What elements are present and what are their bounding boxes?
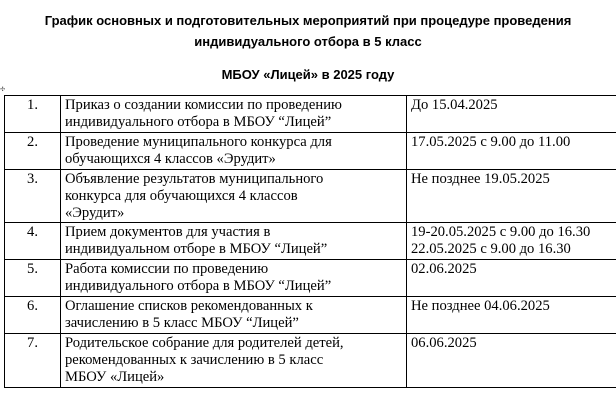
- table-move-handle-icon[interactable]: ✣: [0, 86, 6, 93]
- event-text-line: индивидуального отбора в МБОУ “Лицей”: [65, 114, 332, 130]
- date-text-line: 02.06.2025: [411, 261, 477, 277]
- row-number: 7.: [5, 334, 61, 388]
- date-cell: [407, 223, 616, 260]
- schedule-table: [4, 95, 616, 388]
- table-row: [5, 96, 616, 133]
- date-text-line: До 15.04.2025: [411, 97, 498, 113]
- event-text-line: Оглашение списков рекомендованных к: [65, 298, 313, 314]
- date-text-line: Не позднее 19.05.2025: [411, 171, 550, 187]
- date-cell: [407, 133, 616, 170]
- event-text-line: Работа комиссии по проведению: [65, 261, 269, 277]
- document-title-line-2: индивидуального отбора в 5 класс: [194, 34, 422, 49]
- event-text-line: «Эрудит»: [65, 205, 125, 221]
- event-text-line: Приказ о создании комиссии по проведению: [65, 97, 342, 113]
- table-row: [5, 260, 616, 297]
- event-cell: [61, 96, 407, 133]
- date-text-line: 19-20.05.2025 с 9.00 до 16.30: [411, 224, 591, 240]
- event-text-line: МБОУ «Лицей»: [65, 369, 165, 385]
- document-subtitle: МБОУ «Лицей» в 2025 году: [221, 67, 395, 82]
- table-row: [5, 170, 616, 223]
- date-text-line: 22.05.2025 с 9.00 до 16.30: [411, 241, 571, 257]
- event-text-line: рекомендованных к зачислению в 5 класс: [65, 352, 324, 368]
- event-text-line: индивидуального отбора в МБОУ “Лицей”: [65, 278, 332, 294]
- event-text-line: Объявление результатов муниципального: [65, 171, 324, 187]
- row-number: 5.: [5, 260, 61, 297]
- event-text-line: Прием документов для участия в: [65, 224, 271, 240]
- table-row: [5, 334, 616, 388]
- event-text-line: Родительское собрание для родителей детей,: [65, 335, 344, 351]
- event-text-line: обучающихся 4 классов «Эрудит»: [65, 151, 276, 167]
- row-number: 4.: [5, 223, 61, 260]
- event-cell: [61, 223, 407, 260]
- table-row: [5, 133, 616, 170]
- row-number: 3.: [5, 170, 61, 223]
- row-number: 2.: [5, 133, 61, 170]
- date-text-line: Не позднее 04.06.2025: [411, 298, 550, 314]
- date-cell: [407, 96, 616, 133]
- date-text-line: 17.05.2025 с 9.00 до 11.00: [411, 134, 571, 150]
- event-cell: [61, 133, 407, 170]
- event-cell: [61, 334, 407, 388]
- date-cell: [407, 334, 616, 388]
- event-cell: [61, 170, 407, 223]
- table-row: [5, 223, 616, 260]
- row-number: 6.: [5, 297, 61, 334]
- event-text-line: конкурса для обучающихся 4 классов: [65, 188, 298, 204]
- date-text-line: 06.06.2025: [411, 335, 477, 351]
- date-cell: [407, 170, 616, 223]
- event-cell: [61, 260, 407, 297]
- event-text-line: Проведение муниципального конкурса для: [65, 134, 332, 150]
- document-title-line-1: График основных и подготовительных мероприятий при процедуре проведения: [44, 13, 572, 28]
- table-row: [5, 297, 616, 334]
- date-cell: [407, 260, 616, 297]
- event-cell: [61, 297, 407, 334]
- event-text-line: индивидуальном отборе в МБОУ “Лицей”: [65, 241, 328, 257]
- row-number: 1.: [5, 96, 61, 133]
- date-cell: [407, 297, 616, 334]
- event-text-line: зачислению в 5 класс МБОУ “Лицей”: [65, 315, 299, 331]
